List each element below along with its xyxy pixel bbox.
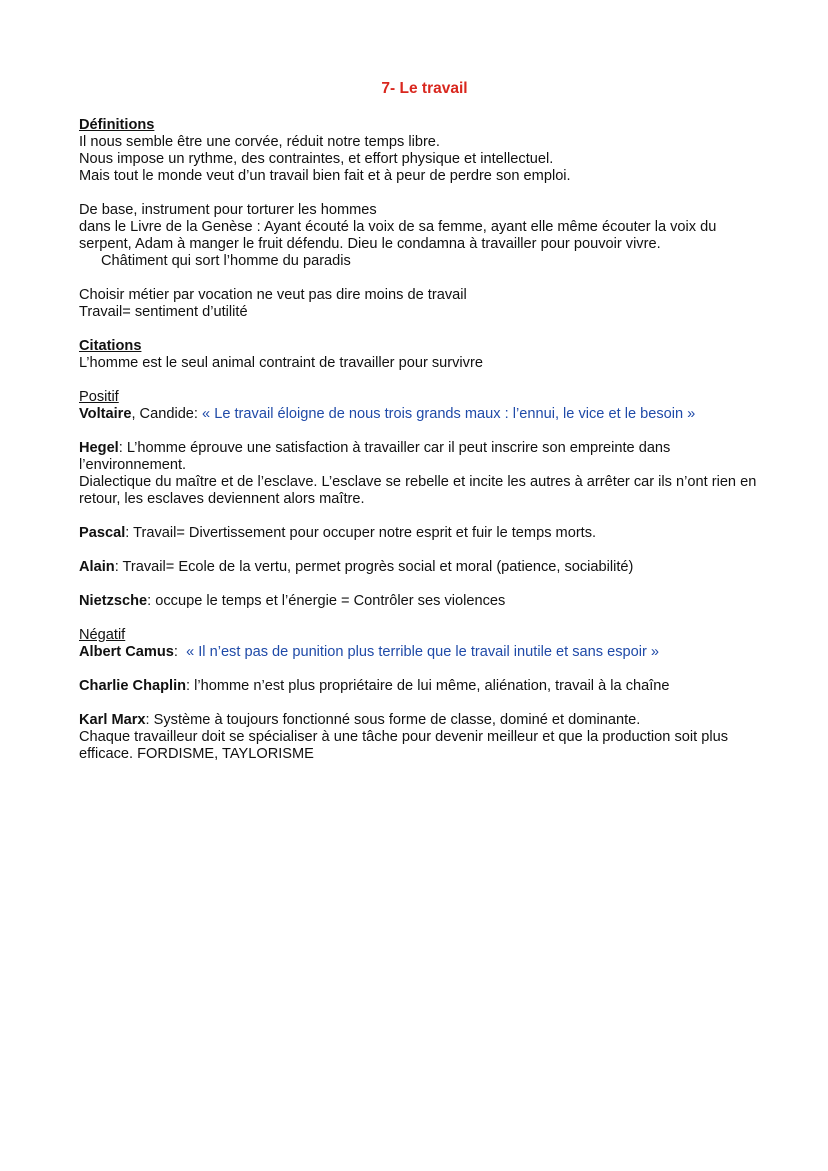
genese-line: De base, instrument pour torturer les hommes — [79, 202, 377, 218]
citations-heading: Citations — [79, 338, 142, 354]
page-title: 7- Le travail — [381, 80, 468, 97]
marx-specialisation: Chaque travailleur doit se spécialiser à une tâche pour devenir meilleur et que la production soit plus efficace. FORDISME, TAYLORISME — [79, 729, 728, 762]
citation-text: : l’homme n’est plus propriétaire de lui même, aliénation, travail à la chaîne — [186, 678, 670, 694]
author-name: Voltaire — [79, 406, 132, 422]
voltaire-citation — [79, 406, 769, 423]
spacer — [79, 321, 769, 338]
citation-text: : occupe le temps et l’énergie = Contrôler ses violences — [147, 593, 506, 609]
positif-label: Positif — [79, 389, 119, 405]
spacer — [79, 610, 769, 627]
citation-text: : Système à toujours fonctionné sous forme de classe, dominé et dominante. — [145, 712, 641, 728]
spacer — [79, 372, 769, 389]
author-name: Albert Camus — [79, 644, 174, 660]
pascal-citation — [79, 525, 769, 542]
hegel-dialectique: Dialectique du maître et de l’esclave. L’esclave se rebelle et incite les autres à arrêter car ils n’ont rien en retour, les esclaves deviennent alors maître. — [79, 474, 757, 507]
spacer — [79, 695, 769, 712]
genese-paragraph: dans le Livre de la Genèse : Ayant écouté la voix de sa femme, ayant elle même écouter la voix du serpent, Adam à manger le fruit défendu. Dieu le condamna à travailler pour pouvoir vivre. — [79, 219, 717, 252]
citation-quote: « Il n’est pas de punition plus terrible que le travail inutile et sans espoir » — [186, 644, 660, 660]
spacer — [79, 270, 769, 287]
citation-text: : Travail= Ecole de la vertu, permet progrès social et moral (patience, sociabilité) — [114, 559, 634, 575]
camus-citation — [79, 644, 769, 661]
definitions-heading: Définitions — [79, 117, 155, 133]
chaplin-citation — [79, 678, 769, 695]
citations-intro: L’homme est le seul animal contraint de travailler pour survivre — [79, 355, 483, 371]
spacer — [79, 661, 769, 678]
citation-text: : L’homme éprouve une satisfaction à travailler car il peut inscrire son empreinte dans l’environnement. — [79, 440, 671, 473]
definition-line: Mais tout le monde veut d’un travail bien fait et à peur de perdre son emploi. — [79, 168, 571, 184]
author-name: Pascal — [79, 525, 126, 541]
vocation-line: Choisir métier par vocation ne veut pas dire moins de travail — [79, 287, 467, 303]
author-name: Charlie Chaplin — [79, 678, 187, 694]
author-name: Alain — [79, 559, 115, 575]
hegel-citation — [79, 440, 769, 474]
alain-citation — [79, 559, 769, 576]
document-page — [79, 80, 769, 763]
citation-text: , Candide: — [131, 406, 203, 422]
spacer — [79, 576, 769, 593]
chatiment-line: Châtiment qui sort l’homme du paradis — [101, 253, 351, 269]
citation-text: : — [173, 644, 187, 660]
utilite-line: Travail= sentiment d’utilité — [79, 304, 248, 320]
negatif-label: Négatif — [79, 627, 126, 643]
spacer — [79, 508, 769, 525]
author-name: Karl Marx — [79, 712, 146, 728]
definition-line: Il nous semble être une corvée, réduit notre temps libre. — [79, 134, 440, 150]
definition-line: Nous impose un rythme, des contraintes, et effort physique et intellectuel. — [79, 151, 554, 167]
spacer — [79, 185, 769, 202]
nietzsche-citation — [79, 593, 769, 610]
marx-citation — [79, 712, 769, 729]
author-name: Hegel — [79, 440, 119, 456]
spacer — [79, 423, 769, 440]
citation-text: : Travail= Divertissement pour occuper notre esprit et fuir le temps morts. — [125, 525, 597, 541]
author-name: Nietzsche — [79, 593, 148, 609]
citation-quote: « Le travail éloigne de nous trois grands maux : l’ennui, le vice et le besoin » — [202, 406, 696, 422]
spacer — [79, 542, 769, 559]
